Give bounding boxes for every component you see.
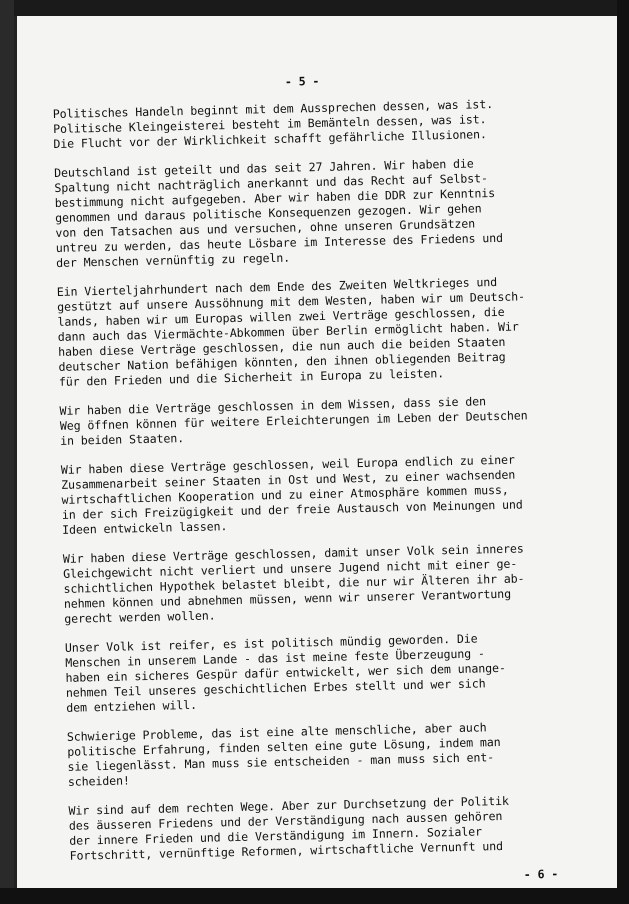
next-page-marker: - 6 -	[523, 866, 559, 882]
binder-edge	[0, 0, 14, 904]
paragraph-7: Unser Volk ist reifer, es ist politisch mündig geworden. Die Menschen in unserem Lande - das ist meine feste Überzeugung - haben ein sicheres Gespür dafür entwickelt, wer sich dem unange- nehmen Teil unseres geschichtlichen Erbes stellt und wer sich dem entziehen will.	[64, 631, 506, 715]
page-number: - 5 -	[284, 73, 320, 89]
paragraph-8: Schwierige Probleme, das ist eine alte menschliche, aber auch politische Erfahrung, finden selten eine gute Lösung, indem man sie liegenlässt. Man muss sie entscheiden - man muss sich ent- scheiden!	[66, 720, 501, 789]
paragraph-5: Wir haben diese Verträge geschlossen, weil Europa endlich zu einer Zusammenarbeit seiner Staaten in Ost und West, zu einer wachsenden wirtschaftlichen Kooperation und zu einer Atmosphäre kommen muss, in der sich Freizügigkeit und der freie Austausch von Meinungen und Ideen entwickeln lassen.	[60, 452, 523, 537]
paragraph-3: Ein Vierteljahrhundert nach dem Ende des Zweiten Weltkrieges und gestützt auf unsere Aussöhnung mit dem Westen, haben wir um Deutsch- lands, haben wir um Europas willen zwei Verträge geschlossen, die dann auch das Viermächte-Abkommen über Berlin ermöglicht haben. Wir haben diese Verträge geschlossen, die nun auch die beiden Staaten deutscher Nation befähigen könnten, den ihnen obliegenden Beitrag für den Frieden und die Sicherheit in Europa zu leisten.	[56, 274, 526, 389]
paragraph-1: Politisches Handeln beginnt mit dem Aussprechen dessen, was ist. Politische Kleingeisterei besteht im Bemänteln dessen, was ist. Die Flucht vor der Wirklichkeit schafft gefährliche Illusionen.	[52, 97, 494, 151]
page-content	[52, 69, 570, 893]
right-scan-edge	[617, 0, 629, 904]
paragraph-4: Wir haben die Verträge geschlossen in dem Wissen, dass sie den Weg öffnen können für weitere Erleichterungen im Leben der Deutschen in beiden Staaten.	[59, 394, 528, 448]
paragraph-2: Deutschland ist geteilt und das seit 27 Jahren. Wir haben die Spaltung nicht nachträglich anerkannt und das Recht auf Selbst- bestimmung nicht aufgegeben. Aber wir haben die DDR zur Kenntnis genommen und daraus politische Konsequenzen gezogen. Wir gehen von den Tatsachen aus und versuchen, ohne unseren Grundsätzen untreu zu werden, das heute Lösbare im Interesse des Friedens und der Menschen vernünftig zu regeln.	[53, 156, 504, 270]
paragraph-6: Wir haben diese Verträge geschlossen, damit unser Volk sein inneres Gleichgewicht nicht verliert und unsere Jugend nicht mit einer ge- schichtlichen Hypothek belastet bleibt, die nur wir Älteren ihr ab- nehmen können und abnehmen müssen, wenn wir unserer Verantwortung gerecht werden wollen.	[62, 541, 525, 626]
paragraph-9: Wir sind auf dem rechten Wege. Aber zur Durchsetzung der Politik des äusseren Friedens und der Verständigung nach aussen gehören der innere Frieden und die Verständigung im Innern. Sozialer Fortschritt, vernünftige Reformen, wirtschaftliche Vernunft und	[68, 793, 509, 863]
